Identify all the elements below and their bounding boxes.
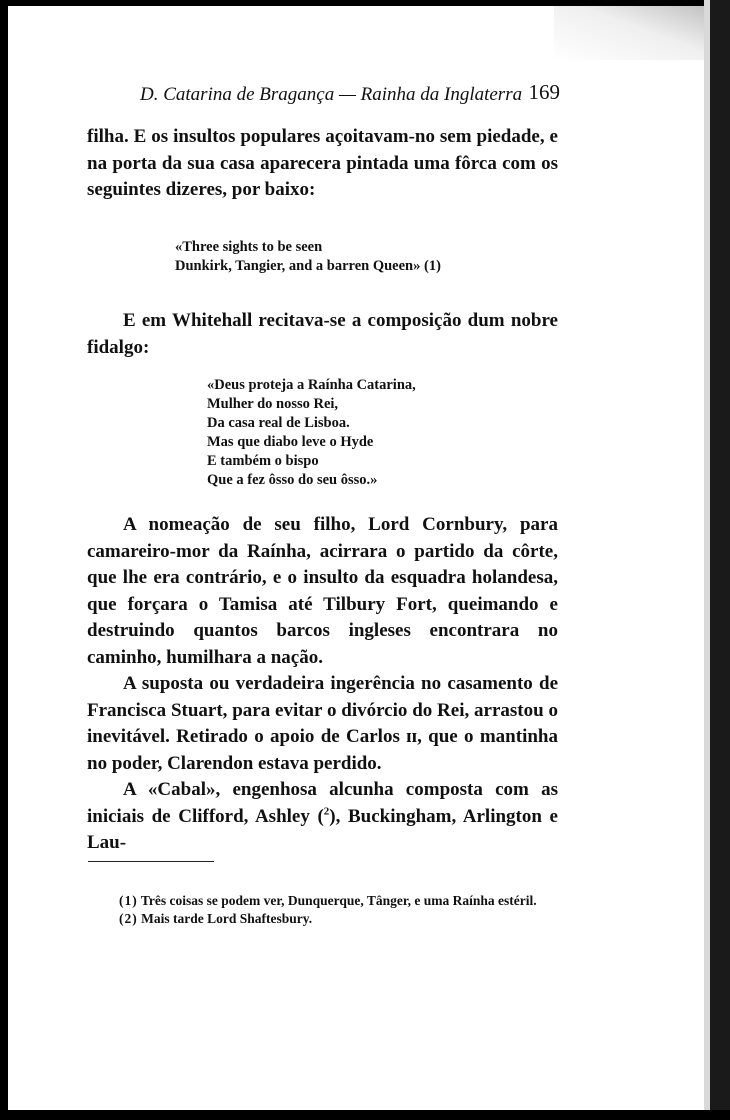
footnote-mark: (2) [119, 911, 138, 926]
verse-line: Dunkirk, Tangier, and a barren Queen» (1) [175, 258, 441, 274]
page-number: 169 [528, 80, 560, 104]
verse-line: Mas que diabo leve o Hyde [207, 434, 374, 450]
footnote-text: Mais tarde Lord Shaftesbury. [141, 911, 313, 926]
verse-line: Da casa real de Lisboa. [207, 415, 350, 431]
running-head [140, 80, 560, 110]
main-text-block [87, 512, 558, 857]
footnote-1 [87, 892, 558, 910]
scan-border-right [710, 0, 730, 1120]
verse-line: «Three sights to be seen [175, 239, 323, 255]
paragraph-3: A nomeação de seu filho, Lord Cornbury, para camareiro-mor da Raínha, acirrara o partido da côrte, que lhe era contrário, e o insulto da esquadra holandesa, que forçara o Tamisa até Tilbury Fort, queimando e destruindo quantos barcos ingleses encontrara no caminho, humilhara a nação. [87, 514, 558, 668]
scan-border-bottom [0, 1110, 730, 1120]
paragraph-5-end: ), Buckingham, Arlington e Lau- [87, 805, 558, 853]
paragraph-4: A suposta ou verdadeira ingerência no casamento de Francisca Stuart, para evitar o divórcio do Rei, arrastou o inevitável. Retirado o apoio de Carlos ɪɪ, que o mantinha no poder, Clarendon estava perdido. [87, 673, 558, 774]
verse-line: Que a fez ôsso do seu ôsso.» [207, 472, 378, 488]
footnotes [87, 892, 558, 928]
paragraph-1: filha. E os insultos populares açoitavam-no sem piedade, e na porta da sua casa aparecera pintada uma fôrca com os seguintes dizeres, por baixo: [87, 126, 558, 200]
portuguese-verse [207, 376, 416, 490]
paragraph-5-start: A «Cabal», engenhosa alcunha composta com as iniciais de Clifford, Ashley ( [87, 779, 558, 827]
running-head-title: D. Catarina de Bragança — Rainha da Inglaterra [140, 84, 523, 105]
footnote-reference: 2 [323, 805, 330, 818]
verse-line: Mulher do nosso Rei, [207, 396, 339, 412]
footnote-mark: (1) [119, 893, 138, 908]
scan-shadow [554, 0, 704, 60]
verse-line: E também o bispo [207, 453, 319, 469]
english-verse [175, 238, 441, 276]
footnote-text: Três coisas se podem ver, Dunquerque, Tânger, e uma Raínha estéril. [140, 893, 537, 908]
paragraph-5 [87, 777, 558, 857]
scan-border-left [0, 0, 8, 1120]
scan-border-top [0, 0, 730, 6]
verse-line: «Deus proteja a Raínha Catarina, [207, 377, 416, 393]
footnote-rule [88, 861, 214, 862]
paragraph-2: E em Whitehall recitava-se a composição dum nobre fidalgo: [87, 310, 558, 358]
footnote-2 [87, 910, 558, 928]
